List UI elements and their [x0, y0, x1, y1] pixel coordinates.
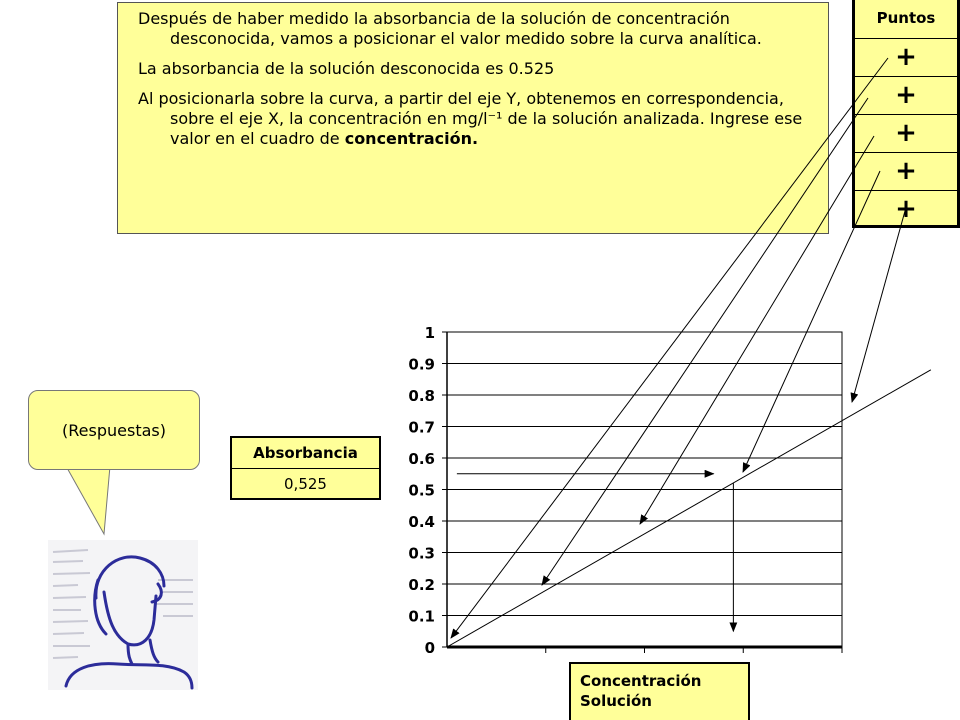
concentration-label-line2: Solución: [580, 692, 652, 710]
y-tick-label-9: 0.9: [408, 355, 435, 374]
student-sketch-image: [48, 540, 198, 690]
point-pointer-arrow-3: [640, 136, 874, 524]
absorbance-header: Absorbancia: [232, 438, 379, 469]
point-pointer-arrow-1: [451, 58, 888, 638]
concentration-box[interactable]: [569, 662, 750, 720]
point-button-2[interactable]: +: [855, 77, 957, 115]
absorbance-value: 0,525: [284, 475, 327, 493]
y-tick-label-1: 0.1: [408, 607, 435, 626]
point-pointer-arrow-5: [852, 211, 905, 402]
calibration-line-0: [447, 370, 931, 647]
y-tick-label-5: 0.5: [408, 481, 435, 500]
point-button-1[interactable]: +: [855, 39, 957, 77]
y-tick-label-4: 0.4: [408, 513, 435, 531]
y-tick-label-0: 0: [424, 639, 435, 657]
y-tick-label-7: 0.7: [408, 418, 435, 437]
y-tick-label-10: 1: [424, 324, 435, 342]
point-pointer-arrow-2: [542, 98, 868, 585]
point-button-3[interactable]: +: [855, 115, 957, 153]
points-header: Puntos: [855, 0, 957, 39]
answers-bubble[interactable]: (Respuestas): [28, 390, 200, 470]
concentration-emphasis: concentración.: [344, 129, 479, 148]
y-tick-label-8: 0.8: [408, 387, 435, 405]
y-tick-label-2: 0.2: [408, 576, 435, 594]
y-tick-label-3: 0.3: [408, 544, 435, 563]
instructions-paragraph-2: La absorbancia de la solución desconocida es 0.525: [138, 59, 555, 78]
point-button-5[interactable]: +: [895, 194, 917, 224]
instructions-paragraph-1: Después de haber medido la absorbancia de la solución de concentración desconocida, vamos a posicionar el valor medido sobre la curva analítica.: [138, 9, 762, 48]
point-button-4[interactable]: +: [855, 153, 957, 191]
concentration-label-line1: Concentración: [580, 672, 702, 690]
instructions-paragraph-3-text: Al posicionarla sobre la curva, a partir del eje Y, obtenemos en correspondencia, sobre el eje X, la concentración en mg/l⁻¹ de la solución analizada. Ingrese ese valor en el cuadro de: [138, 89, 803, 148]
y-tick-label-6: 0.6: [408, 450, 435, 468]
